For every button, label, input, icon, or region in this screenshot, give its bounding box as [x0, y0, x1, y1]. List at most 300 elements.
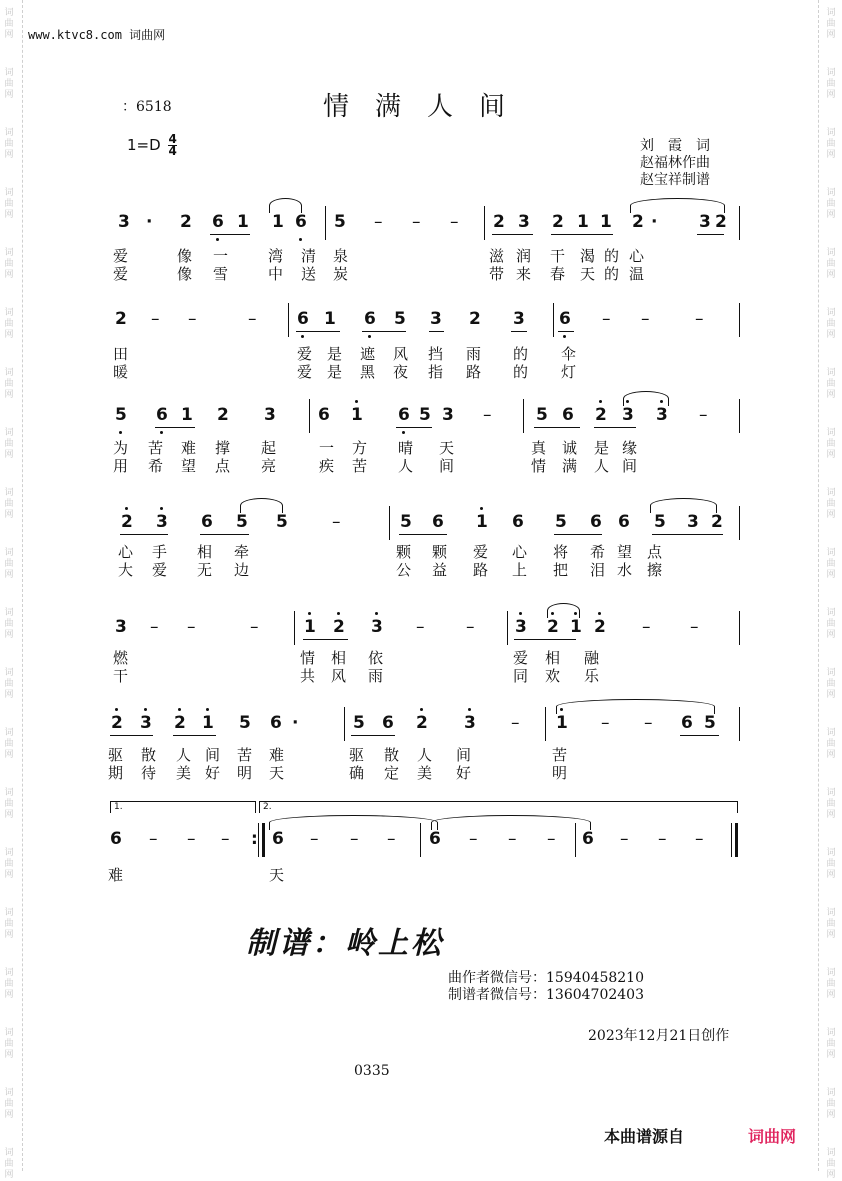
- barline: [484, 206, 485, 240]
- beam-underline: [652, 534, 723, 535]
- sustain-dash: –: [387, 829, 396, 849]
- sustain-dash: –: [310, 829, 319, 849]
- lyric-verse-2: 定: [384, 764, 400, 782]
- lyric-verse-2: 确: [349, 764, 365, 782]
- sustain-dash: –: [450, 212, 459, 232]
- lyric-verse-2: 边: [234, 561, 250, 579]
- sustain-dash: –: [620, 829, 629, 849]
- watermark-text: 词曲网: [4, 68, 14, 100]
- sustain-dash: –: [350, 829, 359, 849]
- sustain-dash: –: [416, 617, 425, 637]
- note: 2: [416, 713, 428, 733]
- sustain-dash: –: [469, 829, 478, 849]
- note: 5: [276, 512, 288, 532]
- lyric-verse-2: 大: [118, 561, 134, 579]
- watermark-text: 词曲网: [4, 368, 14, 400]
- note: 3: [140, 713, 152, 733]
- beam-underline: [173, 735, 216, 736]
- lyric-verse-1: 相: [545, 649, 561, 667]
- lyric-verse-2: 夜: [393, 363, 409, 381]
- watermark-text: 词曲网: [826, 968, 836, 1000]
- beam-underline: [296, 331, 340, 332]
- note: 5: [704, 713, 716, 733]
- lyric-verse-2: 的: [604, 265, 620, 283]
- watermark-text: 词曲网: [4, 128, 14, 160]
- lyric-verse-1: 真: [531, 439, 547, 457]
- lyric-verse-1: 爱: [473, 543, 489, 561]
- lyric-verse-1: 望: [617, 543, 633, 561]
- lyric-verse-1: 为: [113, 439, 129, 457]
- lyric-verse-2: 公: [396, 561, 412, 579]
- lyric-verse-2: 同: [513, 667, 529, 685]
- high-octave-dot: [115, 708, 118, 711]
- note: 6: [156, 405, 168, 425]
- note: 2: [180, 212, 192, 232]
- lyric-verse-1: 希: [590, 543, 606, 561]
- note: 2: [115, 309, 127, 329]
- volta-2-bracket-end: [737, 801, 738, 813]
- lyric-verse-1: 颗: [396, 543, 412, 561]
- lyric-verse-1: 苦: [552, 746, 568, 764]
- note: 1: [181, 405, 193, 425]
- lyric-verse-2: 点: [215, 457, 231, 475]
- sustain-dash: –: [150, 617, 159, 637]
- note: 1: [237, 212, 249, 232]
- lyric-verse-1: 将: [553, 543, 569, 561]
- watermark-text: 词曲网: [826, 188, 836, 220]
- beam-underline: [492, 234, 533, 235]
- note: 3: [515, 617, 527, 637]
- lyric-verse-1: 心: [512, 543, 528, 561]
- beam-underline: [200, 534, 249, 535]
- lyric-verse-1: 散: [384, 746, 400, 764]
- left-border-line: [22, 0, 23, 1171]
- lyric-verse-1: 一: [319, 439, 335, 457]
- lyric-verse-2: 亮: [261, 457, 277, 475]
- sustain-dash: –: [374, 212, 383, 232]
- notation-mark: ·: [146, 212, 153, 232]
- volta-2-number: 2.: [263, 802, 272, 812]
- note: 5: [236, 512, 248, 532]
- lyric-verse-2: 雨: [368, 667, 384, 685]
- lyric-verse-1: 苦: [148, 439, 164, 457]
- note: 5: [654, 512, 666, 532]
- sustain-dash: –: [466, 617, 475, 637]
- sustain-dash: –: [332, 512, 341, 532]
- lyric-verse-2: 无: [197, 561, 213, 579]
- watermark-text: 词曲网: [826, 68, 836, 100]
- note: 6: [618, 512, 630, 532]
- notation-mark: ·: [292, 713, 299, 733]
- volta-1-bracket-start: [110, 801, 111, 813]
- barline: [325, 206, 326, 240]
- high-octave-dot: [160, 507, 163, 510]
- watermark-text: 词曲网: [826, 668, 836, 700]
- slur: [269, 815, 438, 830]
- note: 1: [304, 617, 316, 637]
- lyric-verse-2: 爱: [113, 265, 129, 283]
- lyric-verse-1: 天: [439, 439, 455, 457]
- site-url[interactable]: www.ktvc8.com 词曲网: [28, 28, 166, 42]
- watermark-text: 词曲网: [826, 788, 836, 820]
- page-code: 0335: [354, 1063, 390, 1079]
- note: 3: [156, 512, 168, 532]
- note: 6: [364, 309, 376, 329]
- lyric-verse-1: 难: [181, 439, 197, 457]
- watermark-text: 词曲网: [826, 1028, 836, 1060]
- note: 6: [270, 713, 282, 733]
- lyric-verse-1: 是: [327, 345, 343, 363]
- sustain-dash: –: [221, 829, 230, 849]
- barline: [739, 707, 740, 741]
- volta-1-bracket-end: [255, 801, 256, 813]
- note: 2: [217, 405, 229, 425]
- sustain-dash: –: [644, 713, 653, 733]
- note: 2: [121, 512, 133, 532]
- lyric-verse-2: 共: [300, 667, 316, 685]
- lyric-verse-1: 晴: [398, 439, 414, 457]
- note: 1: [324, 309, 336, 329]
- note: 3: [622, 405, 634, 425]
- lyric-verse-1: 撑: [215, 439, 231, 457]
- lyric-verse-1: 点: [647, 543, 663, 561]
- lyric-verse-2: 灯: [561, 363, 577, 381]
- lyric-verse-2: 爱: [297, 363, 313, 381]
- slur: [630, 198, 725, 213]
- barline: [507, 611, 508, 645]
- low-octave-dot: [368, 335, 371, 338]
- lyric-verse-1: 爱: [297, 345, 313, 363]
- low-octave-dot: [216, 238, 219, 241]
- low-octave-dot: [119, 431, 122, 434]
- watermark-text: 词曲网: [4, 968, 14, 1000]
- lyric-verse-1: 相: [197, 543, 213, 561]
- watermark-text: 词曲网: [826, 128, 836, 160]
- lyric-verse-1: 渴: [580, 247, 596, 265]
- note: 3: [464, 713, 476, 733]
- sustain-dash: –: [699, 405, 708, 425]
- slur: [556, 699, 715, 714]
- beam-underline: [351, 735, 395, 736]
- note: 3: [687, 512, 699, 532]
- lyric-verse-1: 手: [152, 543, 168, 561]
- watermark-text: 词曲网: [4, 668, 14, 700]
- lyric-verse-2: 中: [268, 265, 284, 283]
- source-label: 本曲谱源自: [604, 1127, 685, 1146]
- note: 2: [632, 212, 644, 232]
- lyric-verse-2: 欢: [545, 667, 561, 685]
- lyric-verse-1: 间: [205, 746, 221, 764]
- lyric-verse-2: 美: [176, 764, 192, 782]
- final-barline-thin: [731, 823, 732, 857]
- low-octave-dot: [402, 431, 405, 434]
- sustain-dash: –: [149, 829, 158, 849]
- beam-underline: [558, 331, 574, 332]
- volta-1-number: 1.: [114, 802, 123, 812]
- lyric-verse-1: 牵: [234, 543, 250, 561]
- beam-underline: [110, 735, 153, 736]
- note: 6: [512, 512, 524, 532]
- lyric-verse-2: 路: [473, 561, 489, 579]
- lyric-verse-2: 间: [622, 457, 638, 475]
- lyric-verse-2: 疾: [319, 457, 335, 475]
- note: 3: [699, 212, 711, 232]
- lyric-verse-2: 的: [513, 363, 529, 381]
- lyric-verse-2: 水: [617, 561, 633, 579]
- note: 6: [582, 829, 594, 849]
- note: 5: [115, 405, 127, 425]
- note: 6: [212, 212, 224, 232]
- lyric-verse-1: 雨: [466, 345, 482, 363]
- beam-underline: [680, 735, 719, 736]
- barline: [739, 206, 740, 240]
- lyric-verse-1: 伞: [561, 345, 577, 363]
- volta-1-bracket: [110, 801, 255, 802]
- note: 6: [559, 309, 571, 329]
- sustain-dash: –: [511, 713, 520, 733]
- note: 3: [264, 405, 276, 425]
- lyric-verse-2: 用: [113, 457, 129, 475]
- lyric-verse-1: 是: [594, 439, 610, 457]
- slur: [269, 198, 302, 213]
- note: 2: [595, 405, 607, 425]
- note: 2: [333, 617, 345, 637]
- watermark-text: 词曲网: [4, 908, 14, 940]
- sustain-dash: –: [695, 309, 704, 329]
- watermark-text: 词曲网: [826, 428, 836, 460]
- notation-mark: ·: [651, 212, 658, 232]
- repeat-barline-thick: [262, 823, 265, 857]
- note: 5: [353, 713, 365, 733]
- barline: [389, 506, 390, 540]
- barline: [553, 303, 554, 337]
- time-signature: [168, 134, 176, 157]
- lyric-verse-2: 黑: [360, 363, 376, 381]
- note: 1: [577, 212, 589, 232]
- slur: [623, 391, 669, 406]
- barline: [523, 399, 524, 433]
- high-octave-dot: [308, 612, 311, 615]
- high-octave-dot: [519, 612, 522, 615]
- lyric-verse-2: 温: [629, 265, 645, 283]
- note: 6: [295, 212, 307, 232]
- sustain-dash: –: [641, 309, 650, 329]
- lyric-verse-1: 爱: [513, 649, 529, 667]
- high-octave-dot: [420, 708, 423, 711]
- lyric-verse-1: 泉: [333, 247, 349, 265]
- note: 1: [556, 713, 568, 733]
- lyric-verse-1: 难: [108, 866, 124, 884]
- creation-date: 2023年12月21日创作: [588, 1028, 730, 1044]
- note: 6: [272, 829, 284, 849]
- time-bottom: 4: [168, 144, 177, 158]
- watermark-text: 词曲网: [826, 1088, 836, 1120]
- lyric-verse-1: 燃: [113, 649, 129, 667]
- lyric-verse-2: 风: [331, 667, 347, 685]
- lyric-verse-2: 擦: [647, 561, 663, 579]
- note: 2: [715, 212, 727, 232]
- lyric-verse-2: 益: [432, 561, 448, 579]
- lyric-verse-1: 爱: [113, 247, 129, 265]
- barline: [739, 611, 740, 645]
- note: 6: [201, 512, 213, 532]
- lyric-verse-2: 人: [398, 457, 414, 475]
- note: 2: [594, 617, 606, 637]
- lyric-verse-1: 难: [269, 746, 285, 764]
- lyric-verse-2: 雪: [213, 265, 229, 283]
- barline: [294, 611, 295, 645]
- lyric-verse-2: 带: [489, 265, 505, 283]
- low-octave-dot: [563, 335, 566, 338]
- sustain-dash: –: [187, 617, 196, 637]
- high-octave-dot: [468, 708, 471, 711]
- note: 5: [555, 512, 567, 532]
- lyric-verse-1: 苦: [237, 746, 253, 764]
- lyric-verse-1: 的: [513, 345, 529, 363]
- barline: [344, 707, 345, 741]
- beam-underline: [551, 234, 613, 235]
- song-title: 情满人间: [323, 92, 532, 122]
- watermark-text: 词曲网: [826, 848, 836, 880]
- lyric-verse-1: 滋: [489, 247, 505, 265]
- lyric-verse-2: 上: [512, 561, 528, 579]
- lyric-verse-1: 驱: [108, 746, 124, 764]
- beam-underline: [362, 331, 406, 332]
- slur: [650, 498, 717, 513]
- lyric-verse-1: 心: [629, 247, 645, 265]
- watermark-text: 词曲网: [4, 548, 14, 580]
- note: 2: [174, 713, 186, 733]
- beam-underline: [399, 534, 447, 535]
- arranger-signature: 制谱：岭上松: [246, 926, 444, 961]
- note: 6: [429, 829, 441, 849]
- watermark-text: 词曲网: [826, 248, 836, 280]
- sustain-dash: –: [412, 212, 421, 232]
- note: 3: [115, 617, 127, 637]
- repeat-barline: [258, 823, 259, 857]
- sustain-dash: –: [602, 309, 611, 329]
- contact-info: 曲作者微信号：15940458210 制谱者微信号：13604702403: [448, 970, 644, 1003]
- watermark-text: 词曲网: [4, 428, 14, 460]
- credits: 刘 霞 词 赵福林作曲 赵宝祥制谱: [640, 138, 710, 188]
- lyric-verse-2: 满: [562, 457, 578, 475]
- note: 3: [371, 617, 383, 637]
- note: 1: [570, 617, 582, 637]
- lyric-verse-2: 像: [177, 265, 193, 283]
- beam-underline: [594, 427, 636, 428]
- watermark-text: 词曲网: [4, 1148, 14, 1180]
- watermark-text: 词曲网: [826, 548, 836, 580]
- slur: [431, 815, 591, 830]
- sustain-dash: –: [601, 713, 610, 733]
- lyric-verse-2: 明: [237, 764, 253, 782]
- watermark-text: 词曲网: [826, 608, 836, 640]
- sustain-dash: –: [250, 617, 259, 637]
- key-signature: [127, 134, 177, 157]
- note: 3: [518, 212, 530, 232]
- sustain-dash: –: [187, 829, 196, 849]
- lyric-verse-1: 一: [213, 247, 229, 265]
- note: 6: [382, 713, 394, 733]
- note: 6: [562, 405, 574, 425]
- watermark-text: 词曲网: [4, 8, 14, 40]
- sustain-dash: –: [188, 309, 197, 329]
- lyric-verse-1: 天: [269, 866, 285, 884]
- sustain-dash: –: [151, 309, 160, 329]
- note: 5: [334, 212, 346, 232]
- slur: [547, 603, 580, 618]
- barline: [739, 399, 740, 433]
- note: 6: [318, 405, 330, 425]
- lyric-verse-1: 心: [118, 543, 134, 561]
- watermark-text: 词曲网: [4, 488, 14, 520]
- note: 5: [400, 512, 412, 532]
- note: 6: [398, 405, 410, 425]
- note: 3: [442, 405, 454, 425]
- lyric-verse-2: 明: [552, 764, 568, 782]
- volta-2-bracket-start: [259, 801, 260, 813]
- lyric-verse-1: 干: [550, 247, 566, 265]
- lyric-verse-2: 天: [580, 265, 596, 283]
- watermark-text: 词曲网: [826, 368, 836, 400]
- watermark-text: 词曲网: [826, 8, 836, 40]
- watermark-text: 词曲网: [4, 1028, 14, 1060]
- lyric-verse-1: 方: [352, 439, 368, 457]
- lyric-verse-1: 颗: [432, 543, 448, 561]
- final-barline-thick: [735, 823, 738, 857]
- note: 2: [493, 212, 505, 232]
- beam-underline: [429, 331, 444, 332]
- sustain-dash: –: [248, 309, 257, 329]
- note: 1: [202, 713, 214, 733]
- lyric-verse-2: 乐: [584, 667, 600, 685]
- watermark-text: 词曲网: [4, 788, 14, 820]
- lyric-verse-1: 融: [584, 649, 600, 667]
- sustain-dash: –: [695, 829, 704, 849]
- lyric-verse-1: 人: [176, 746, 192, 764]
- high-octave-dot: [178, 708, 181, 711]
- lyric-verse-1: 起: [261, 439, 277, 457]
- key-label: 1=D: [127, 136, 161, 154]
- lyric-verse-2: 干: [113, 667, 129, 685]
- note: 3: [513, 309, 525, 329]
- watermark-text: 词曲网: [4, 1088, 14, 1120]
- lyric-verse-2: 爱: [152, 561, 168, 579]
- barline: [739, 506, 740, 540]
- note: 5: [419, 405, 431, 425]
- lyric-verse-1: 诚: [562, 439, 578, 457]
- lyric-verse-1: 相: [331, 649, 347, 667]
- note: 2: [552, 212, 564, 232]
- note: 6: [681, 713, 693, 733]
- lyric-verse-1: 情: [300, 649, 316, 667]
- note: 1: [600, 212, 612, 232]
- lyric-verse-2: 望: [181, 457, 197, 475]
- barline: [309, 399, 310, 433]
- note: 6: [110, 829, 122, 849]
- lyric-verse-2: 希: [148, 457, 164, 475]
- note: 5: [394, 309, 406, 329]
- sustain-dash: –: [547, 829, 556, 849]
- lyric-verse-1: 驱: [349, 746, 365, 764]
- brand-link[interactable]: 词曲网: [748, 1127, 797, 1146]
- note: 3: [656, 405, 668, 425]
- lyric-verse-1: 的: [604, 247, 620, 265]
- beam-underline: [554, 534, 602, 535]
- lyric-verse-1: 依: [368, 649, 384, 667]
- watermark-text: 词曲网: [826, 728, 836, 760]
- high-octave-dot: [125, 507, 128, 510]
